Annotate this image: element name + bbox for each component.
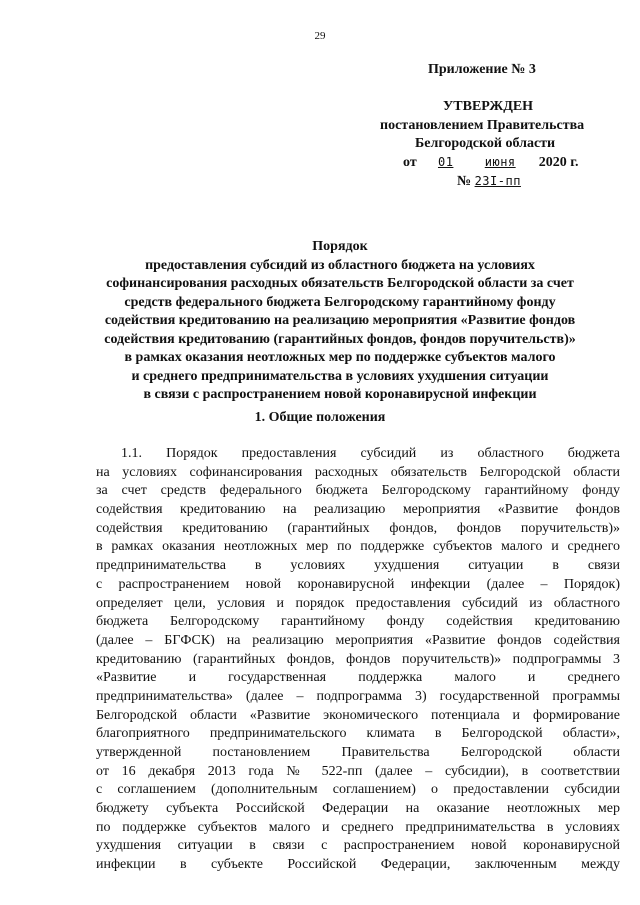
region-line: Белгородской области: [415, 136, 556, 151]
body-line: по поддержке субъектов малого и среднего предпринимательства в условиях: [96, 819, 620, 835]
body-line: кредитованию (гарантийных фондов, фондов поручительств)» подпрограммы 3: [96, 651, 620, 667]
body-line: предпринимательства» (далее – подпрограмма 3) государственной программы: [96, 688, 620, 704]
body-line: 1.1. Порядок предоставления субсидий из областного бюджета: [121, 446, 620, 461]
approval-date: [403, 155, 578, 171]
body-line: (далее – БГФСК) на реализацию мероприятия «Развитие фондов содействия: [96, 632, 620, 648]
body-line: бюджету субъекта Российской Федерации на оказание неотложных мер: [96, 801, 620, 817]
body-line: «Развитие и государственная поддержка малого и среднего: [96, 670, 620, 686]
body-line: от 16 декабря 2013 года № 522-пп (далее – субсидии), в соответствии: [96, 763, 620, 779]
approved-heading: УТВЕРЖДЕН: [443, 99, 534, 114]
approved-by-line: постановлением Правительства: [380, 118, 585, 133]
body-line: ухудшения ситуации в связи с распространением новой коронавирусной: [96, 838, 620, 854]
body-line: содействия кредитованию (гарантийных фондов, фондов поручительств)»: [96, 520, 620, 536]
body-line: содействия кредитованию на реализацию мероприятия «Развитие фондов: [96, 502, 620, 518]
document-title: [60, 238, 620, 405]
date-day: 01: [437, 155, 454, 169]
annex-label: Приложение № 3: [428, 62, 536, 77]
title-line: средств федерального бюджета Белгородскому гарантийному фонду: [124, 294, 556, 310]
body-line: инфекции в субъекте Российской Федерации, заключенным между: [96, 857, 620, 873]
title-line: содействия кредитованию (гарантийных фондов, фондов поручительств)»: [104, 331, 576, 347]
body-line: бюджета Белгородскому гарантийному фонду содействия кредитованию: [96, 614, 620, 630]
title-line: в рамках оказания неотложных мер по поддержке субъектов малого: [124, 350, 556, 365]
title-line: содействия кредитованию на реализацию мероприятия «Развитие фондов: [104, 313, 576, 328]
body-line: в рамках оказания неотложных мер по поддержке субъектов малого и среднего: [96, 539, 620, 555]
body-line: утвержденной постановлением Правительства Белгородской области: [96, 745, 620, 760]
date-month: июня: [484, 155, 516, 169]
title-line: софинансирования расходных обязательств Белгородской области за счет: [106, 276, 574, 291]
approval-number: [457, 174, 521, 190]
date-year: 2020 г.: [538, 155, 579, 170]
body-line: за счет средств федерального бюджета Белгородскому гарантийному фонду: [96, 483, 620, 499]
number-value: 23I-пп: [474, 174, 521, 188]
body-line: Белгородской области «Развитие экономического потенциала и формирование: [96, 707, 620, 723]
body-line: предпринимательства в условиях ухудшения ситуации в связи: [96, 558, 620, 574]
body-line: определяет цели, условия и порядок предоставления субсидий из областного: [96, 595, 620, 611]
document-body: [96, 445, 620, 875]
body-line: с распространением новой коронавирусной инфекции (далее – Порядок): [96, 576, 620, 592]
date-prefix: от: [403, 155, 417, 170]
title-line: в связи с распространением новой коронавирусной инфекции: [143, 387, 537, 402]
section-title: 1. Общие положения: [254, 410, 386, 425]
number-prefix: №: [457, 174, 472, 189]
body-line: на условиях софинансирования расходных обязательств Белгородской области: [96, 464, 620, 480]
page-number: 29: [314, 30, 326, 42]
body-line: благоприятного предпринимательского климата в Белгородской области»,: [96, 726, 620, 742]
title-line: предоставления субсидий из областного бюджета на условиях: [145, 257, 535, 273]
body-line: с соглашением (дополнительным соглашением) о предоставлении субсидии: [96, 782, 620, 798]
title-heading: Порядок: [312, 239, 368, 254]
title-line: и среднего предпринимательства в условиях ухудшения ситуации: [131, 368, 549, 384]
